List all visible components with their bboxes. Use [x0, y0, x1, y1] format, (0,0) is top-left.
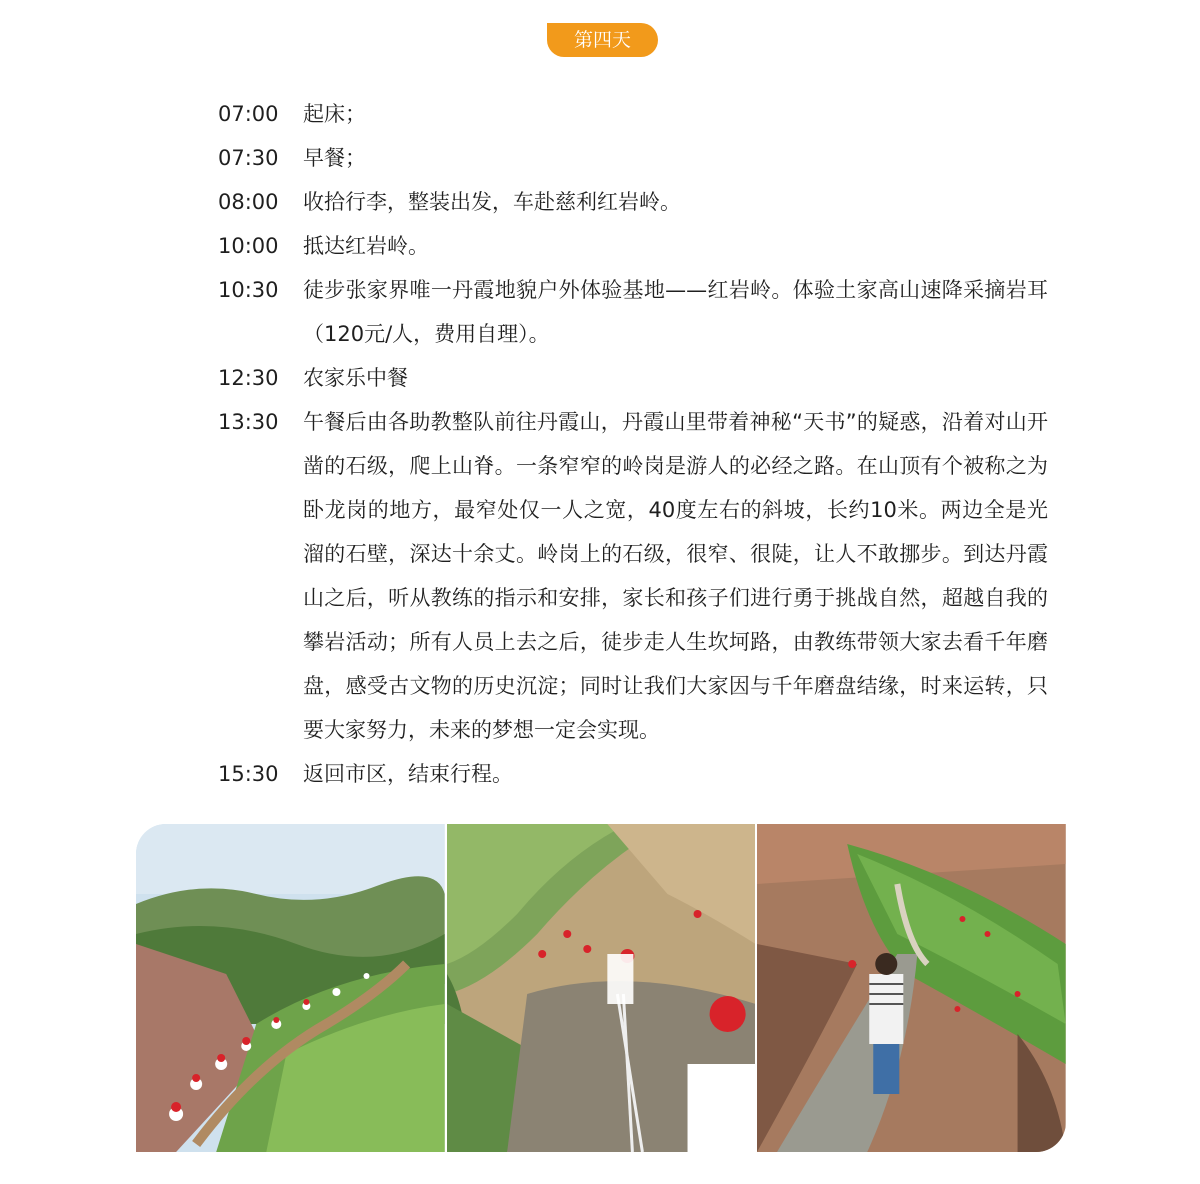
- hiking-trail-photo: [136, 824, 445, 1152]
- photo-strip: [136, 824, 1066, 1152]
- entry-time: 10:00: [218, 234, 279, 258]
- schedule-list: [218, 92, 1048, 796]
- entry-text: 农家乐中餐: [303, 366, 408, 390]
- entry-time: 07:00: [218, 102, 279, 126]
- schedule-entry: [218, 268, 1048, 356]
- entry-text: 抵达红岩岭。: [303, 234, 429, 258]
- ridge-climb-photo: [757, 824, 1066, 1152]
- entry-text: 午餐后由各助教整队前往丹霞山，丹霞山里带着神秘“天书”的疑惑，沿着对山开凿的石级，爬上山脊。一条窄窄的岭岗是游人的必经之路。在山顶有个被称之为卧龙岗的地方，最窄处仅一人之宽，40度左右的斜坡，长约10米。两边全是光溜的石壁，深达十余丈。岭岗上的石级，很窄、很陡，让人不敢挪步。到达丹霞山之后，听从教练的指示和安排，家长和孩子们进行勇于挑战自然，超越自我的攀岩活动；所有人员上去之后，徒步走人生坎坷路，由教练带领大家去看千年磨盘，感受古文物的历史沉淀；同时让我们大家因与千年磨盘结缘，时来运转，只要大家努力，未来的梦想一定会实现。: [303, 410, 1048, 742]
- day-badge: 第四天: [547, 23, 658, 57]
- schedule-entry: [218, 400, 1048, 752]
- entry-time: 12:30: [218, 366, 279, 390]
- entry-time: 07:30: [218, 146, 279, 170]
- entry-time: 08:00: [218, 190, 279, 214]
- schedule-entry: [218, 92, 1048, 136]
- entry-time: 15:30: [218, 762, 279, 786]
- entry-time: 13:30: [218, 410, 279, 434]
- schedule-entry: [218, 356, 1048, 400]
- schedule-entry: [218, 180, 1048, 224]
- schedule-entry: [218, 136, 1048, 180]
- entry-text: 徒步张家界唯一丹霞地貌户外体验基地——红岩岭。体验土家高山速降采摘岩耳（120元/人，费用自理）。: [303, 278, 1048, 346]
- entry-text: 起床；: [303, 102, 366, 126]
- entry-text: 收拾行李，整装出发，车赴慈利红岩岭。: [303, 190, 681, 214]
- schedule-entry: [218, 752, 1048, 796]
- entry-text: 返回市区，结束行程。: [303, 762, 513, 786]
- entry-time: 10:30: [218, 278, 279, 302]
- entry-text: 早餐；: [303, 146, 366, 170]
- abseiling-photo: [447, 824, 756, 1152]
- schedule-entry: [218, 224, 1048, 268]
